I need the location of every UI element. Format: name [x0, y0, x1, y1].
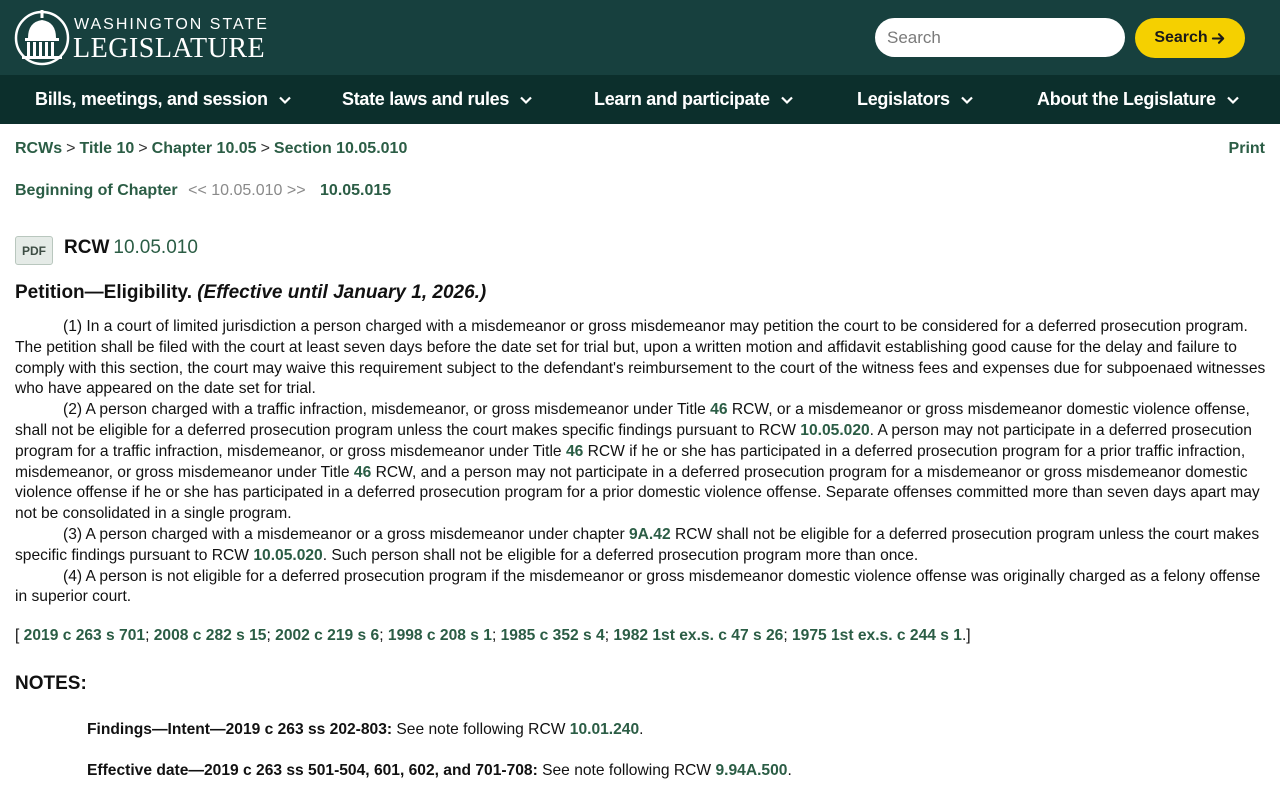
- nav-item-legislators[interactable]: [857, 75, 974, 124]
- section-body: [15, 317, 1267, 608]
- rcw-10-05-020-link[interactable]: 10.05.020: [800, 421, 870, 439]
- brand-title[interactable]: LEGISLATURE: [73, 33, 266, 64]
- search-input[interactable]: [875, 18, 1125, 57]
- rcw-10-01-240-link[interactable]: 10.01.240: [569, 721, 640, 738]
- chevron-down-icon: [960, 93, 974, 107]
- next-section-link[interactable]: 10.05.015: [320, 182, 392, 199]
- breadcrumb-rcws[interactable]: RCWs: [15, 140, 63, 157]
- rcw-9-94a-500-link[interactable]: 9.94A.500: [715, 762, 788, 779]
- paragraph-2: [15, 400, 1267, 525]
- breadcrumb-separator: >: [138, 140, 148, 157]
- text-segment: RCW shall not be eligible for a deferred prosecution program unless the court makes specific findings pursuant to RCW: [15, 525, 1260, 564]
- session-law-history: [15, 627, 971, 645]
- breadcrumb-chapter[interactable]: Chapter 10.05: [151, 140, 257, 157]
- breadcrumb-separator: >: [260, 140, 270, 157]
- nav-item-label: State laws and rules: [342, 89, 510, 109]
- history-close: ]: [966, 627, 971, 644]
- site-header: [0, 0, 1280, 75]
- history-link[interactable]: 2002 c 219 s 6: [275, 627, 380, 644]
- history-link[interactable]: 1982 1st ex.s. c 47 s 26: [613, 627, 784, 644]
- chevron-down-icon: [278, 93, 292, 107]
- title-46-link[interactable]: 46: [353, 463, 372, 481]
- search-button[interactable]: [1135, 18, 1245, 58]
- nav-item-label: Legislators: [857, 89, 950, 109]
- chapter-navigation: [15, 182, 391, 200]
- notes-heading: NOTES:: [15, 673, 87, 694]
- history-link[interactable]: 1985 c 352 s 4: [500, 627, 605, 644]
- text-segment: RCW if he or she has participated in a deferred prosecution program for a prior traffic infraction, misdemeanor, or gross misdemeanor under Title: [15, 442, 1246, 481]
- print-link[interactable]: Print: [1228, 140, 1265, 157]
- note-end: .: [639, 721, 644, 738]
- title-46-link[interactable]: 46: [710, 401, 728, 419]
- caption-effective: (Effective until January 1, 2026.): [197, 282, 487, 303]
- note-text: See note following RCW: [537, 762, 716, 779]
- chevron-down-icon: [780, 93, 794, 107]
- nav-item-state-laws[interactable]: [342, 75, 533, 124]
- history-separator: ;: [379, 627, 388, 644]
- nav-item-about[interactable]: [1037, 75, 1240, 124]
- chapter-9a42-link[interactable]: 9A.42: [629, 525, 671, 543]
- title-46-link[interactable]: 46: [565, 442, 584, 460]
- note-text: See note following RCW: [392, 721, 570, 738]
- breadcrumb-section[interactable]: Section 10.05.010: [273, 140, 408, 157]
- history-final: .: [961, 627, 967, 644]
- history-separator: ;: [783, 627, 792, 644]
- note-findings-intent: [87, 721, 643, 739]
- history-link[interactable]: 1998 c 208 s 1: [387, 627, 492, 644]
- search-button-label: Search: [1154, 29, 1208, 46]
- beginning-of-chapter-link[interactable]: Beginning of Chapter: [15, 182, 178, 199]
- rcw-number-link[interactable]: 10.05.010: [113, 237, 198, 258]
- history-link[interactable]: 1975 1st ex.s. c 244 s 1: [791, 627, 962, 644]
- history-link[interactable]: 2008 c 282 s 15: [153, 627, 267, 644]
- note-effective-date: [87, 762, 792, 780]
- rcw-heading: [64, 237, 198, 259]
- nav-item-label: About the Legislature: [1037, 89, 1216, 109]
- note-title: Effective date—2019 c 263 ss 501-504, 601, 602, and 701-708:: [87, 762, 538, 779]
- text-segment: (2) A person charged with a traffic infraction, misdemeanor, or gross misdemeanor under Title: [63, 401, 711, 419]
- nav-item-bills[interactable]: [35, 75, 292, 124]
- history-separator: ;: [266, 627, 276, 644]
- rcw-10-05-020-link[interactable]: 10.05.020: [253, 546, 323, 564]
- nav-item-learn[interactable]: [594, 75, 794, 124]
- history-link[interactable]: 2019 c 263 s 701: [23, 627, 146, 644]
- brand-subtitle: WASHINGTON STATE: [74, 16, 269, 33]
- paragraph-1: (1) In a court of limited jurisdiction a person charged with a misdemeanor or gross misdemeanor may petition the court to be considered for a deferred prosecution program. The petition shall be filed with the court at least seven days before the date set for trial but, upon a written motion and affidavit establishing good cause for the delay and failure to comply with this section, the court may waive this requirement subject to the defendant's reimbursement to the court of the witness fees and expenses due for subpoenaed witnesses who have appeared on the date set for trial.: [15, 318, 1266, 398]
- section-caption: [15, 282, 486, 304]
- text-segment: . Such person shall not be eligible for a deferred prosecution program more than once.: [322, 546, 919, 564]
- history-open: [: [15, 627, 24, 644]
- main-nav: [0, 75, 1280, 124]
- arrow-right-icon: [1211, 31, 1226, 46]
- text-segment: RCW, or a misdemeanor or gross misdemeanor domestic violence offense, shall not be eligible for a deferred prosecution program unless the court makes specific findings pursuant to RCW: [15, 401, 1250, 439]
- paragraph-4: (4) A person is not eligible for a deferred prosecution program if the misdemeanor or gross misdemeanor domestic violence offense was originally charged as a felony offense in superior court.: [15, 567, 1261, 606]
- text-segment: RCW, and a person may not participate in a deferred prosecution program for a misdemeanor or gross misdemeanor domestic violence offense if he or she has participated in a deferred prosecution program for a prior domestic violence offense. Separate offenses committed more than seven days apart may not be consolidated in a single program.: [15, 463, 1260, 523]
- history-separator: ;: [145, 627, 154, 644]
- history-separator: ;: [604, 627, 614, 644]
- chevron-down-icon: [1226, 93, 1240, 107]
- pdf-button[interactable]: PDF: [15, 236, 53, 265]
- note-end: .: [787, 762, 792, 779]
- paragraph-3: [15, 525, 1267, 567]
- nav-item-label: Learn and participate: [594, 89, 770, 109]
- history-separator: ;: [491, 627, 501, 644]
- breadcrumb-separator: >: [66, 140, 76, 157]
- nav-item-label: Bills, meetings, and session: [35, 89, 268, 109]
- capitol-dome-logo-icon[interactable]: [14, 8, 70, 66]
- breadcrumb-title[interactable]: Title 10: [79, 140, 135, 157]
- text-segment: (3) A person charged with a misdemeanor or a gross misdemeanor under chapter: [63, 525, 629, 543]
- chevron-down-icon: [519, 93, 533, 107]
- rcw-label: RCW: [64, 237, 110, 258]
- current-section-indicator: << 10.05.010 >>: [188, 182, 306, 199]
- caption-text: Petition—Eligibility.: [15, 282, 192, 303]
- note-title: Findings—Intent—2019 c 263 ss 202-803:: [87, 721, 393, 738]
- text-segment: . A person may not participate in a deferred prosecution program for a traffic infraction, misdemeanor, or gross misdemeanor under Title: [15, 421, 1252, 460]
- breadcrumb: [15, 140, 407, 158]
